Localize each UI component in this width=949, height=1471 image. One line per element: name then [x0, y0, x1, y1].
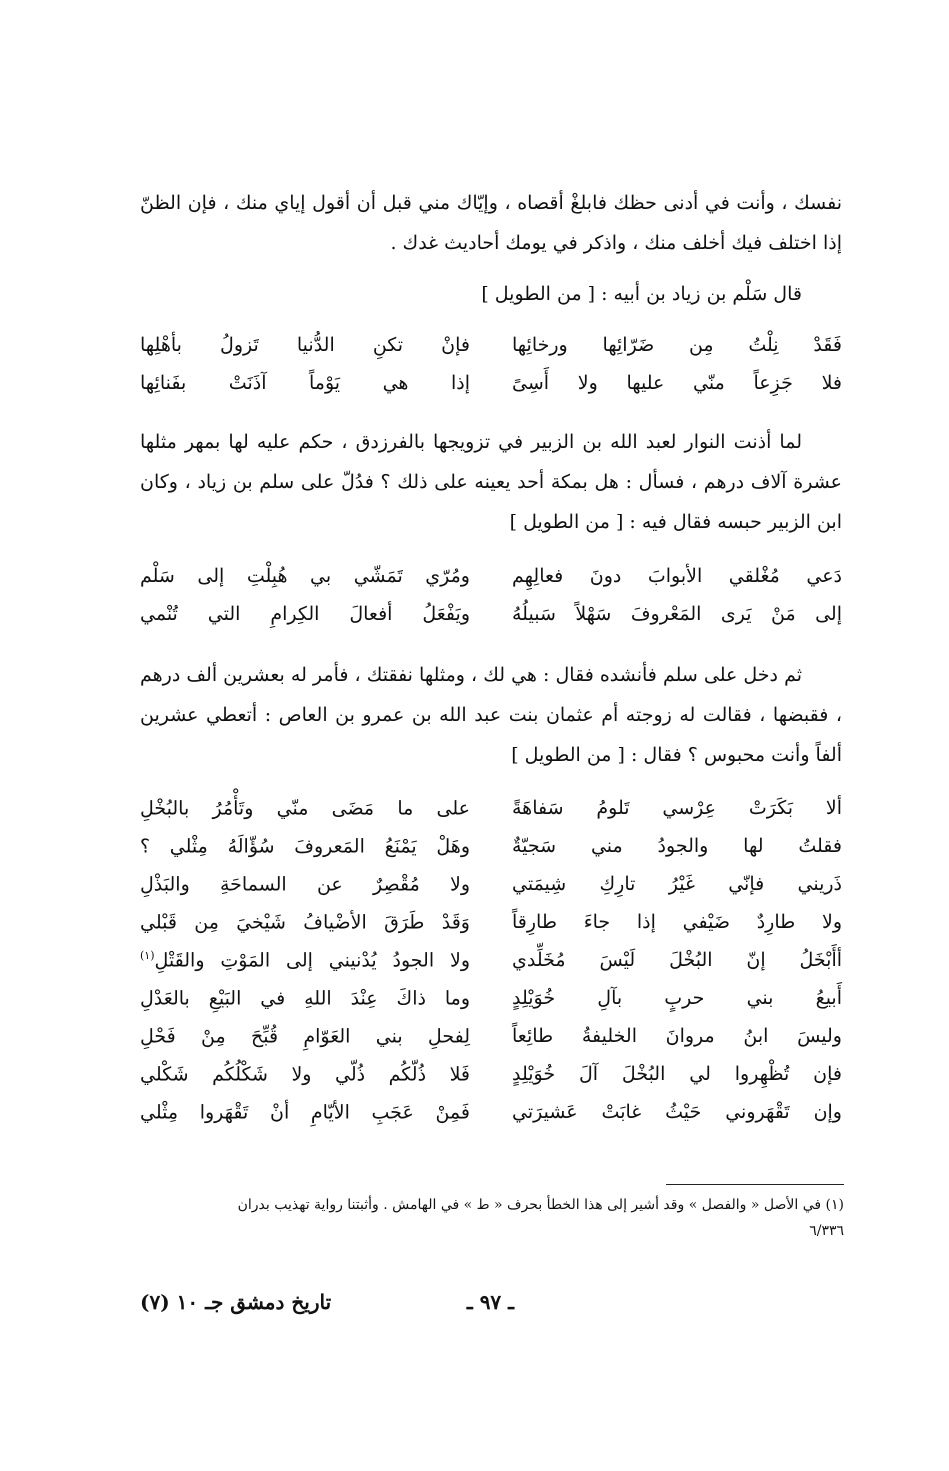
- section1-heading: قال سَلْم بن زياد بن أبيه : [ من الطويل ]: [481, 283, 802, 305]
- section2-paragraph: [140, 422, 842, 542]
- verse-first-hemistich: وليسَ ابنُ مروانَ الخليفةُ طائِعاً: [512, 1025, 842, 1047]
- verse-second-hemistich: [140, 1063, 470, 1085]
- verse-first-hemistich: فَقَدْ نِلْتُ مِن ضَرّائِها ورخائِها: [512, 334, 842, 356]
- verse-first-hemistich: أَبيعُ بني حربٍ بآلِ خُوَيْلِدٍ: [512, 987, 842, 1009]
- poem-1: [140, 326, 842, 402]
- verse: [140, 903, 842, 941]
- verse-second-hemistich: [140, 1025, 470, 1047]
- verse: [140, 941, 842, 979]
- verse-first-hemistich: وإن تَقْهَروني حَيْثُ غابَتْ عَشيرَتي: [512, 1101, 842, 1123]
- hemistich-text: وَقَدْ طَرَقَ الأضْيافُ شَيْخيَ مِن قَبْلي: [140, 911, 470, 934]
- footnote-divider: [666, 1184, 844, 1185]
- verse-second-hemistich: [140, 873, 470, 895]
- verse: [140, 979, 842, 1017]
- verse: [140, 789, 842, 827]
- verse-second-hemistich: [140, 987, 470, 1009]
- poem-2: [140, 557, 842, 633]
- hemistich-text: ولا الجودُ يُدْنيني إلى المَوْتِ والقَتْلِ: [154, 949, 470, 972]
- page-footer: [140, 1290, 844, 1322]
- hemistich-text: على ما مَضَى منّي وتَأْمُرُ بالبُخْلِ: [140, 797, 470, 820]
- verse: [140, 865, 842, 903]
- intro-text: نفسك ، وأنت في أدنى حظك فابلغْ أقصاه ، وإيّاك مني قبل أن أقول إياي منك ، فإن الظنّ إذا اختلف فيك أخلف منك ، واذكر في يومك أحاديث غدك .: [140, 192, 842, 254]
- verse-first-hemistich: ألا بَكَرَتْ عِرْسي تَلومُ سَفاهَةً: [512, 797, 842, 819]
- verse-first-hemistich: ذَريني فإنّي غَيْرُ تارِكِ شِيمَتي: [512, 873, 842, 895]
- verse: [140, 1093, 842, 1131]
- hemistich-text: وما ذاكَ عِنْدَ اللهِ في البَيْعِ بالعَدْلِ: [140, 987, 470, 1010]
- verse-second-hemistich: ويَفْعَلُ أفعالَ الكِرامِ التي تُنْمي: [140, 603, 470, 625]
- verse-first-hemistich: إلى مَنْ يَرى المَعْروفَ سَهْلاً سَبيلُهُ: [512, 603, 842, 625]
- verse: [140, 1055, 842, 1093]
- section3-paragraph: [140, 655, 842, 775]
- verse-first-hemistich: دَعي مُغْلقي الأبوابَ دونَ فعالِهِم: [512, 565, 842, 587]
- footnote-marker: (١): [140, 948, 155, 962]
- verse: [140, 557, 842, 595]
- verse-first-hemistich: أأَبْخَلُ إنّ البُخْلَ لَيْسَ مُخَلِّدي: [512, 949, 842, 971]
- verse-second-hemistich: [140, 911, 470, 933]
- verse-first-hemistich: فإن تُظْهِروا لي البُخْلَ آلَ خُوَيْلِدٍ: [512, 1063, 842, 1085]
- hemistich-text: فَلا ذُلّكُم ذُلّي ولا شَكْلُكُم شَكْلي: [140, 1063, 470, 1086]
- hemistich-text: لِفحلِ بني العَوّامِ قُبِّحَ مِنْ فَحْلِ: [140, 1025, 470, 1048]
- verse: [140, 326, 842, 364]
- verse: [140, 364, 842, 402]
- verse-second-hemistich: [140, 797, 470, 819]
- poem-3: [140, 789, 842, 1131]
- hemistich-text: فَمِنْ عَجَبِ الأيّامِ أنْ تَقْهَروا مِثْلي: [140, 1101, 470, 1124]
- verse-second-hemistich: ومُرّي تَمَشّي بي هُبِلْتِ إلى سَلْم: [140, 565, 470, 587]
- verse-first-hemistich: فقلتُ لها والجودُ مني سَجيّةٌ: [512, 835, 842, 857]
- footnote-reference: ٦/٣٣٦: [809, 1223, 844, 1239]
- verse-second-hemistich: [140, 949, 470, 971]
- verse-second-hemistich: فإنْ تكنِ الدُّنيا تَزولُ بأهْلِها: [140, 334, 470, 356]
- hemistich-text: ولا مُقْصِرٌ عن السماحَةِ والبَذْلِ: [140, 873, 470, 896]
- running-source-title: تاريخ دمشق جـ ١٠ (٧): [140, 1290, 332, 1314]
- verse-second-hemistich: [140, 835, 470, 857]
- verse: [140, 1017, 842, 1055]
- section3-text: ثم دخل على سلم فأنشده فقال : هي لك ، ومثلها نفقتك ، فأمر له بعشرين ألف درهم ، فقبضها ، فقالت له زوجته أم عثمان بنت عبد الله بن عمرو بن العاص : أتعطي عشرين ألفاً وأنت محبوس ؟ فقال : [ من الطويل ]: [140, 664, 842, 766]
- footnote-text: (١) في الأصل « والفصل » وقد أشير إلى هذا الخطأ بحرف « ط » في الهامش . وأثبتنا رواية تهذيب بدران: [237, 1197, 844, 1213]
- section1-heading-block: [140, 274, 842, 314]
- verse: [140, 595, 842, 633]
- section2-text: لما أذنت النوار لعبد الله بن الزبير في تزويجها بالفرزدق ، حكم عليه لها بمهر مثلها عشرة آلاف درهم ، فسأل : هل بمكة أحد يعينه على ذلك ؟ فدُلّ على سلم بن زياد ، وكان ابن الزبير حبسه فقال فيه : [ من الطويل ]: [140, 431, 842, 533]
- verse-first-hemistich: فلا جَزِعاً منّي عليها ولا أَسِىً: [512, 372, 842, 394]
- verse-second-hemistich: [140, 1101, 470, 1123]
- hemistich-text: وهَلْ يَمْنَعُ المَعروفَ سُؤّالَهُ مِثْلي ؟: [140, 835, 470, 858]
- verse-first-hemistich: ولا طارِدٌ ضَيْفي إذا جاءَ طارِقاً: [512, 911, 842, 933]
- page-number: ـ ٩٧ ـ: [466, 1290, 514, 1314]
- verse: [140, 827, 842, 865]
- intro-paragraph: [140, 183, 842, 263]
- verse-second-hemistich: إذا هي يَوْماً آذَنَتْ بفَنائِها: [140, 372, 470, 394]
- footnote: [140, 1192, 844, 1244]
